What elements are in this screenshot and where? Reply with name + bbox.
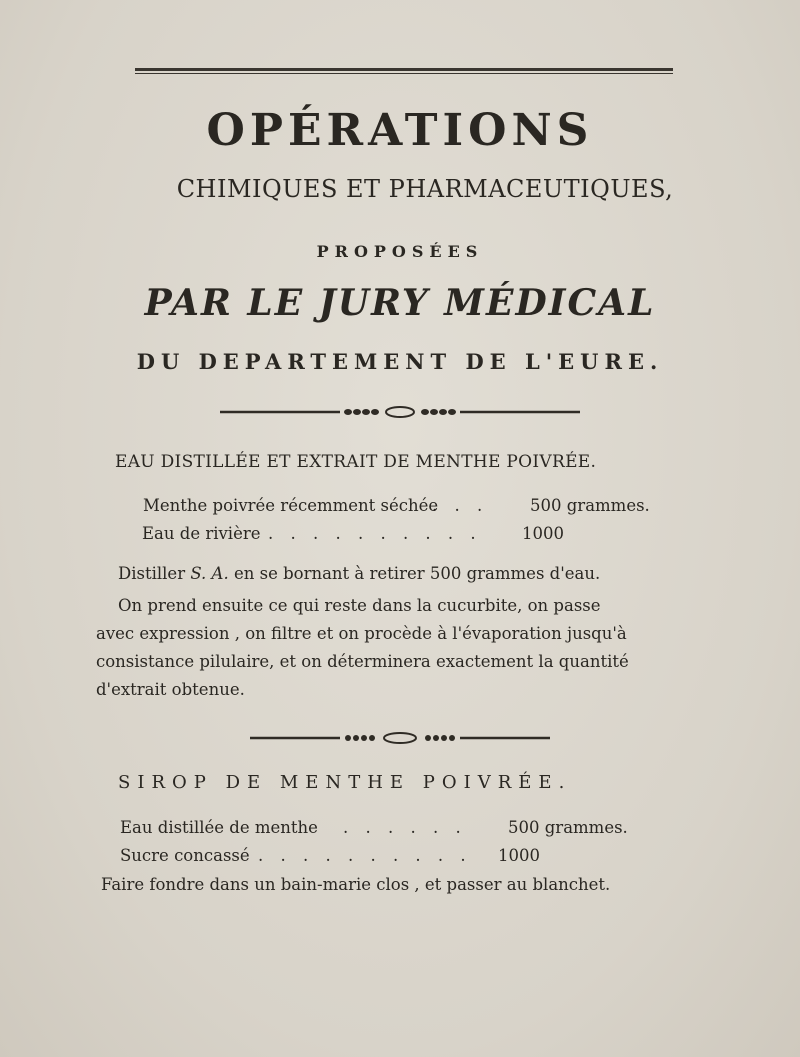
paragraph-line: consistance pilulaire, et on déterminera exactement la quantité xyxy=(96,652,629,671)
instruction-post: en se bornant à retirer 500 grammes d'eau. xyxy=(233,564,601,583)
leader-dots: . . . . . . xyxy=(343,818,467,837)
section1-heading: EAU DISTILLÉE ET EXTRAIT DE MENTHE POIVRÉE. xyxy=(115,452,597,472)
paragraph-line: avec expression , on filtre et on procède à l'évaporation jusqu'à xyxy=(96,624,627,643)
proposed-label: PROPOSÉES xyxy=(316,242,484,261)
page-subtitle: CHIMIQUES ET PHARMACEUTIQUES, xyxy=(176,175,674,203)
ingredient-name: Eau de rivière xyxy=(142,524,261,543)
leader-dots: . . . xyxy=(432,496,489,515)
instruction-pre: Distiller xyxy=(118,564,186,583)
leader-dots: . . . . . . . . . . xyxy=(258,846,472,865)
ingredient-name: Eau distillée de menthe xyxy=(120,818,318,837)
ingredient-qty: 1000 xyxy=(522,524,564,543)
leader-dots: . . . . . . . . . . xyxy=(268,524,482,543)
instruction-line xyxy=(118,564,600,583)
ornament-divider xyxy=(0,731,800,745)
ingredient-qty: 1000 xyxy=(498,846,540,865)
ingredient-qty: 500 grammes. xyxy=(508,818,628,837)
department-heading: DU DEPARTEMENT DE L'EURE. xyxy=(136,349,664,374)
ingredient-qty: 500 grammes. xyxy=(530,496,650,515)
instruction-line: Faire fondre dans un bain-marie clos , et passer au blanchet. xyxy=(101,875,611,894)
ingredient-name: Menthe poivrée récemment séchée xyxy=(143,496,439,515)
jury-heading: PAR LE JURY MÉDICAL xyxy=(144,282,656,324)
section2-heading: SIROP DE MENTHE POIVRÉE. xyxy=(118,772,572,793)
paragraph-line: On prend ensuite ce qui reste dans la cucurbite, on passe xyxy=(118,596,601,615)
instruction-abbr: S. A. xyxy=(190,564,229,583)
ingredient-name: Sucre concassé xyxy=(120,846,250,865)
paragraph-line: d'extrait obtenue. xyxy=(96,680,245,699)
ornament-divider xyxy=(0,405,800,419)
top-rule xyxy=(135,68,673,74)
page-title: OPÉRATIONS xyxy=(206,105,594,156)
